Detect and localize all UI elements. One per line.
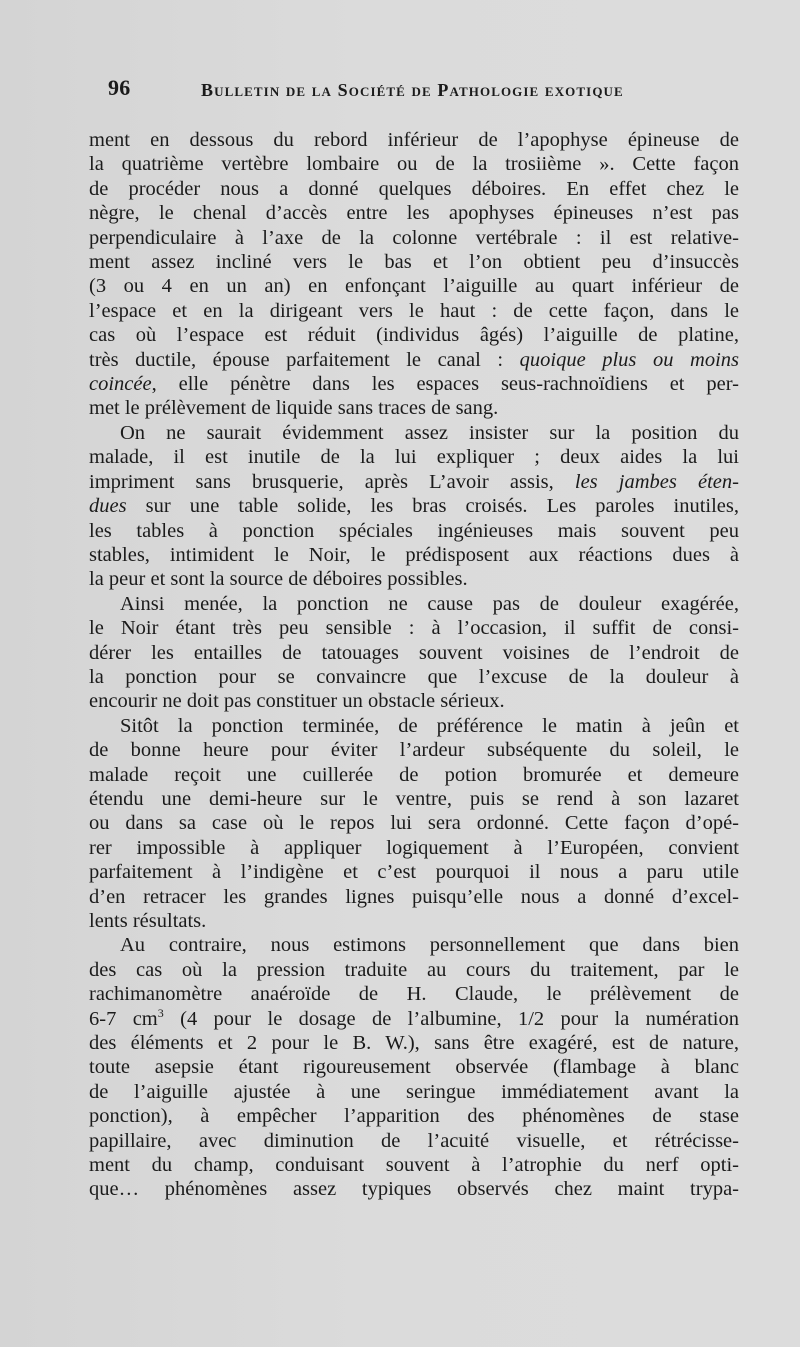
text-line-43: ment du champ, conduisant souvent à l’atrophie du nerf opti- [89,1154,739,1177]
text-line-35: des cas où la pression traduite au cours du traitement, par le [89,958,739,981]
text-line-02: la quatrième vertèbre lombaire ou de la trosiième ». Cette façon [89,153,739,176]
text-line-04: nègre, le chenal d’accès entre les apophyses épineuses n’est pas [89,202,739,225]
text-line-11 [89,372,739,396]
text-line-37 [89,1007,739,1031]
text-line-20: Ainsi menée, la ponction ne cause pas de douleur exagérée, [120,592,739,615]
text-segment: très ductile, épouse parfaitement le canal : [89,348,520,371]
text-line-23: la ponction pour se convaincre que l’excuse de la douleur à [89,665,739,688]
text-line-13: On ne saurait évidemment assez insister sur la position du [120,421,739,444]
text-line-09: cas où l’espace est réduit (individus âgés) l’aiguille de platine, [89,324,739,347]
italic-phrase: coincée [89,373,152,396]
text-line-19: la peur et sont la source de déboires possibles. [89,568,468,591]
text-line-10 [89,348,739,372]
text-line-44: que… phénomènes assez typiques observés chez maint trypa- [89,1178,739,1201]
text-line-12: met le prélèvement de liquide sans traces de sang. [89,397,499,420]
page-number: 96 [108,75,131,100]
text-segment: (4 pour le dosage de l’albumine, 1/2 pour la numération [163,1007,739,1030]
italic-phrase: les jambes éten- [574,470,739,493]
text-line-05: perpendiculaire à l’axe de la colonne vertébrale : il est relative- [89,226,739,249]
italic-phrase: quoique plus ou moins [519,348,739,371]
text-line-18: stables, intimident le Noir, le prédisposent aux réactions dues à [89,543,739,566]
text-line-31: parfaitement à l’indigène et c’est pourquoi il nous a paru utile [89,861,739,884]
text-line-28: étendu une demi-heure sur le ventre, puis se rend à son lazaret [89,787,739,810]
text-line-41: ponction), à empêcher l’apparition des phénomènes de stase [89,1105,739,1128]
text-line-03: de procéder nous a donné quelques déboires. En effet chez le [89,177,739,200]
text-line-34: Au contraire, nous estimons personnellement que dans bien [120,934,739,957]
text-line-29: ou dans sa case où le repos lui sera ordonné. Cette façon d’opé- [89,812,739,835]
text-line-33: lents résultats. [89,910,207,932]
text-line-15 [89,470,739,494]
text-line-21: le Noir étant très peu sensible : à l’occasion, il suffit de consi- [89,617,739,640]
text-line-36: rachimanomètre anaéroïde de H. Claude, le prélèvement de [89,983,739,1006]
text-segment: impriment sans brusquerie, après L’avoir assis, [89,470,575,493]
text-line-17: les tables à ponction spéciales ingénieuses mais souvent peu [89,519,739,542]
text-line-39: toute asepsie étant rigoureusement observée (flambage à blanc [89,1056,739,1079]
text-line-32: d’en retracer les grandes lignes puisqu’elle nous a donné d’excel- [89,885,739,908]
journal-title: Bulletin de la Société de Pathologie exotique [201,80,624,100]
text-segment: sur une table solide, les bras croisés. Les paroles inutiles, [126,495,739,518]
text-line-40: de l’aiguille ajustée à une seringue immédiatement avant la [89,1080,739,1103]
text-line-42: papillaire, avec diminution de l’acuité visuelle, et rétrécisse- [89,1129,739,1152]
italic-phrase: dues [89,495,127,518]
text-line-06: ment assez incliné vers le bas et l’on obtient peu d’insuccès [89,251,739,274]
body-text [89,128,739,1202]
text-segment: 6-7 cm [89,1007,158,1030]
text-line-25: Sitôt la ponction terminée, de préférence le matin à jeûn et [120,714,739,737]
running-head [108,73,688,107]
text-line-38: des éléments et 2 pour le B. W.), sans être exagéré, est de nature, [89,1032,739,1055]
text-segment: , elle pénètre dans les espaces seus-rachnoïdiens et per- [151,373,739,396]
text-line-26: de bonne heure pour éviter l’ardeur subséquente du soleil, le [89,739,739,762]
text-line-16 [89,494,739,518]
text-line-01: ment en dessous du rebord inférieur de l’apophyse épineuse de [89,129,739,151]
text-line-22: dérer les entailles de tatouages souvent voisines de l’endroit de [89,641,739,664]
text-line-14: malade, il est inutile de la lui expliquer ; deux aides la lui [89,446,739,469]
text-line-27: malade reçoit une cuillerée de potion bromurée et demeure [89,763,739,786]
text-line-08: l’espace et en la dirigeant vers le haut : de cette façon, dans le [89,299,739,322]
text-line-24: encourir ne doit pas constituer un obstacle sérieux. [89,690,505,713]
text-line-07: (3 ou 4 en un an) en enfonçant l’aiguille au quart inférieur de [89,275,739,298]
superscript: 3 [157,1006,164,1020]
text-line-30: rer impossible à appliquer logiquement à l’Européen, convient [89,836,739,859]
